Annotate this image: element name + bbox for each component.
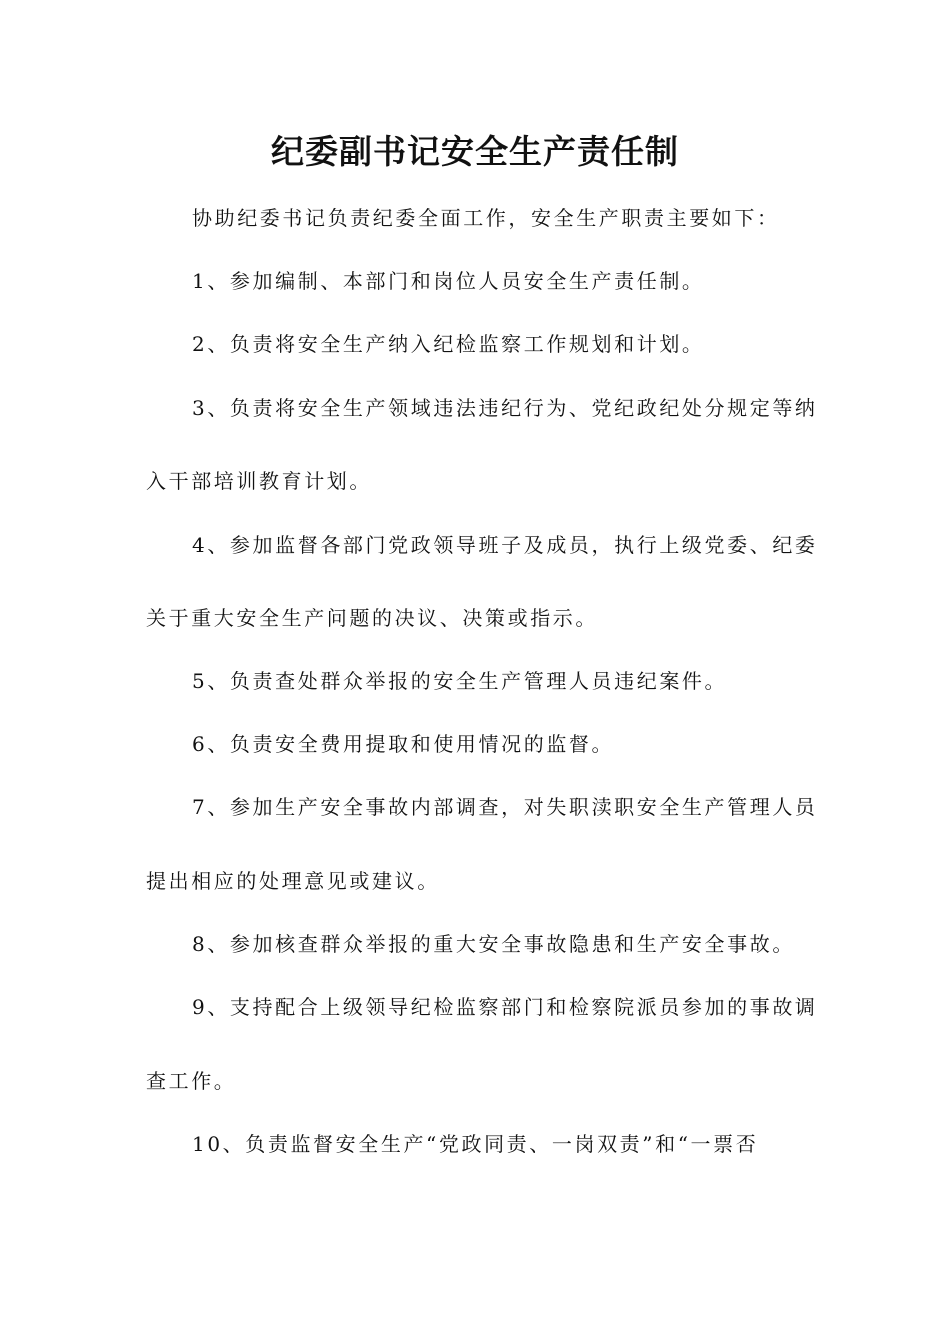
document-title: 纪委副书记安全生产责任制 xyxy=(271,132,679,171)
intro-paragraph: 协助纪委书记负责纪委全面工作，安全生产职责主要如下： xyxy=(192,206,780,230)
item-4-line-2: 关于重大安全生产问题的决议、决策或指示。 xyxy=(146,606,598,630)
item-6: 6、负责安全费用提取和使用情况的监督。 xyxy=(192,732,615,756)
item-9-line-2: 查工作。 xyxy=(146,1069,237,1093)
item-7-line-1: 7、参加生产安全事故内部调查，对失职渎职安全生产管理人员 xyxy=(192,795,818,819)
item-7-line-2: 提出相应的处理意见或建议。 xyxy=(146,869,440,893)
item-1: 1、参加编制、本部门和岗位人员安全生产责任制。 xyxy=(192,269,705,293)
item-3-line-2: 入干部培训教育计划。 xyxy=(146,469,372,493)
item-5: 5、负责查处群众举报的安全生产管理人员违纪案件。 xyxy=(192,669,728,693)
item-3-line-1: 3、负责将安全生产领域违法违纪行为、党纪政纪处分规定等纳 xyxy=(192,396,818,420)
item-9-line-1: 9、支持配合上级领导纪检监察部门和检察院派员参加的事故调 xyxy=(192,995,818,1019)
item-10-line-1: 10、负责监督安全生产“党政同责、一岗双责”和“一票否 xyxy=(192,1132,759,1156)
item-2: 2、负责将安全生产纳入纪检监察工作规划和计划。 xyxy=(192,332,705,356)
item-4-line-1: 4、参加监督各部门党政领导班子及成员，执行上级党委、纪委 xyxy=(192,533,818,557)
item-8: 8、参加核查群众举报的重大安全事故隐患和生产安全事故。 xyxy=(192,932,795,956)
